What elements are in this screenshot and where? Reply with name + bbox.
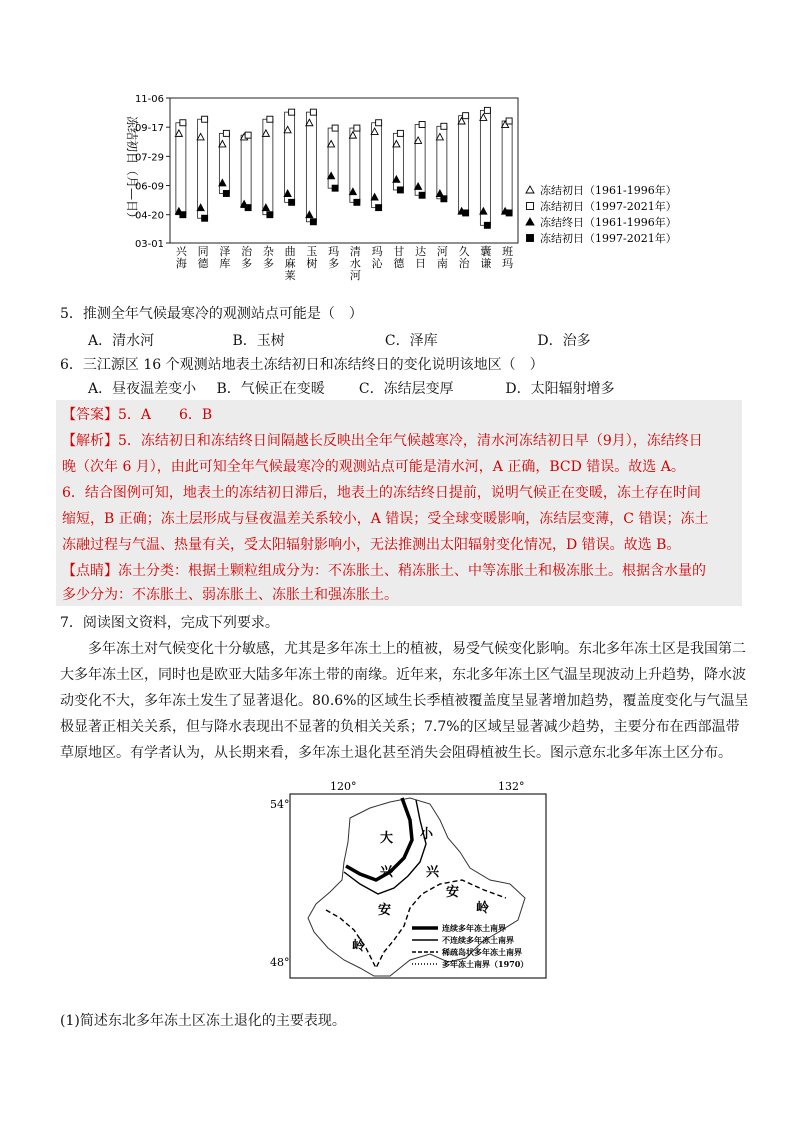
x-tick-label: 治多	[241, 245, 253, 270]
q6-option-b[interactable]: B．气候正在变暖	[216, 381, 325, 397]
tip-line-2: 多少分为：不冻胀土、弱冻胀土、冻胀土和强冻胀土。	[62, 587, 398, 603]
data-point	[506, 210, 512, 216]
x-tick-label: 玉树	[306, 245, 318, 270]
q5-stem: 5．推测全年气候最寒冷的观测站点可能是（ ）	[60, 306, 363, 322]
data-point	[219, 140, 226, 147]
freeze-date-chart	[110, 88, 710, 288]
legend-marker	[526, 186, 534, 193]
data-point	[397, 130, 403, 136]
x-tick-label: 甘德	[393, 245, 405, 270]
x-tick-label: 玛多	[328, 245, 340, 270]
data-point	[219, 179, 226, 186]
data-point	[441, 123, 447, 129]
data-point	[180, 120, 186, 126]
data-point	[376, 205, 382, 211]
legend-discontinuous: 不连续多年冻土南界	[442, 935, 514, 945]
label-xing: 兴	[380, 865, 394, 880]
continuous-boundary	[346, 798, 412, 880]
analysis-line-2: 晚（次年 6 月），由此可知全年气候最寒冷的观测站点可能是清水河，A 正确，BCD 错误。故选 A。	[62, 459, 685, 475]
analysis-line-4: 缩短，B 正确；冻土层形成与昼夜温差关系较小，A 错误；受全球变暖影响，冻结层变薄，C 错误；冻土	[62, 511, 709, 527]
data-point	[397, 187, 403, 193]
interval-bar	[502, 121, 512, 213]
legend-label: 冻结终日（1961-1996年）	[540, 216, 677, 229]
label-xiao: 小	[420, 827, 434, 842]
q5-option-d[interactable]: D．治多	[537, 333, 591, 349]
northeast-permafrost-map	[270, 780, 550, 980]
y-tick-label: 04-20	[134, 210, 164, 222]
x-tick-label: 泽库	[219, 245, 231, 270]
data-point	[371, 128, 378, 135]
data-point	[376, 120, 382, 126]
y-axis-label: 冻结初日（月—日）	[125, 115, 139, 225]
y-tick-label: 09-17	[134, 123, 164, 135]
data-point	[180, 212, 186, 218]
interval-bar	[285, 112, 295, 202]
legend-continuous: 连续多年冻土南界	[442, 923, 506, 933]
legend-label: 冻结初日（1997-2021年）	[540, 200, 677, 213]
interval-bar	[198, 119, 208, 218]
legend-marker	[527, 235, 534, 242]
x-tick-label: 清水河	[349, 245, 361, 282]
data-point	[480, 208, 487, 215]
data-point	[197, 204, 204, 211]
data-point	[441, 196, 447, 202]
data-point	[480, 114, 487, 121]
analysis-line-1: 【解析】5．冻结初日和冻结终日间隔越长反映出全年气候越寒冷，清水河冻结初日早（9月），冻结终日	[62, 433, 703, 449]
plot-frame	[170, 98, 518, 243]
data-point	[393, 176, 400, 183]
label-ling2: 岭	[476, 901, 490, 916]
x-tick-label: 曲麻莱	[284, 245, 296, 282]
interval-bar	[372, 123, 382, 208]
lon-120: 120°	[330, 780, 357, 793]
q7-sub1: (1)简述东北多年冻土区冻土退化的主要表现。	[60, 1013, 346, 1029]
interval-bar	[480, 110, 490, 225]
x-tick-label: 久治	[458, 245, 470, 270]
x-tick-label: 杂多	[262, 245, 274, 270]
data-point	[223, 130, 229, 136]
data-point	[332, 125, 338, 131]
legend-label: 冻结初日（1961-1996年）	[540, 184, 677, 197]
data-point	[349, 132, 356, 139]
data-point	[332, 185, 338, 191]
interval-bar	[241, 135, 251, 208]
x-tick-label: 河南	[436, 245, 448, 270]
y-tick-label: 03-01	[134, 239, 164, 250]
label-xing2: 兴	[426, 865, 440, 880]
q5-option-c[interactable]: C．泽库	[384, 333, 438, 349]
legend-label: 冻结初日（1997-2021年）	[540, 232, 677, 245]
label-an2: 安	[446, 885, 460, 900]
x-tick-label: 同德	[197, 245, 209, 270]
interval-bar	[459, 116, 469, 213]
legend-marker	[527, 203, 534, 210]
q5-options	[88, 330, 591, 352]
lat-54: 54°	[270, 798, 290, 811]
data-point	[484, 107, 490, 113]
data-point	[484, 222, 490, 228]
data-point	[415, 183, 422, 190]
data-point	[463, 210, 469, 216]
label-da: 大	[380, 831, 394, 846]
data-point	[415, 137, 422, 144]
lon-132: 132°	[498, 780, 525, 793]
y-tick-label: 11-06	[134, 94, 164, 105]
x-tick-label: 达日	[415, 245, 427, 270]
q6-stem: 6．三江源区 16 个观测站地表土冻结初日和冻结终日的变化说明该地区（ ）	[60, 357, 544, 373]
data-point	[202, 116, 208, 122]
data-point	[197, 133, 204, 140]
lat-48: 48°	[270, 956, 290, 969]
data-point	[262, 204, 269, 211]
data-point	[262, 130, 269, 137]
data-point	[202, 215, 208, 221]
data-point	[506, 118, 512, 124]
q7-stem: 7．阅读图文资料，完成下列要求。	[60, 615, 279, 631]
data-point	[463, 113, 469, 119]
q5-option-a[interactable]: A．清水河	[88, 333, 155, 349]
legend-1970: 多年冻土南界（1970）	[442, 959, 529, 969]
data-point	[289, 109, 295, 115]
x-tick-label: 玛沁	[371, 245, 383, 270]
q7-passage: 多年冻土对气候变化十分敏感，尤其是多年冻土上的植被，易受气候变化影响。东北多年冻土区是我国第二大多年冻土区，同时也是欧亚大陆多年冻土带的南缘。近年来，东北多年冻土区气温呈现波动上升趋势，降水波动变化不大，多年冻土发生了显著退化。80.6%的区域生长季植被覆盖度呈显著增加趋势，覆盖度变化与气温呈极显著正相关关系，但与降水表现出不显著的负相关关系；7.7%的区域呈显著减少趋势，主要分布在西部温带草原地区。有学者认为，从长期来看，多年冻土退化甚至消失会阻碍植被生长。图示意东北多年冻土区分布。	[60, 641, 749, 761]
legend-sparse: 稀疏岛状多年冻土南界	[442, 947, 522, 957]
data-point	[289, 199, 295, 205]
data-point	[284, 126, 291, 133]
data-point	[267, 212, 273, 218]
y-tick-label: 06-09	[134, 181, 164, 193]
tip-line-1: 【点睛】冻土分类：根据土颗粒组成分为：不冻胀土、稍冻胀土、中等冻胀土和极冻胀土。根据含水量的	[62, 563, 706, 579]
data-point	[393, 140, 400, 147]
data-point	[175, 130, 182, 137]
analysis-line-3: 6．结合图例可知，地表土的冻结初日滞后，地表土的冻结终日提前，说明气候正在变暖，冻土存在时间	[62, 485, 701, 501]
data-point	[354, 125, 360, 131]
label-an: 安	[378, 903, 392, 918]
data-point	[245, 205, 251, 211]
data-point	[354, 199, 360, 205]
data-point	[436, 133, 443, 140]
y-tick-label: 07-29	[134, 152, 164, 164]
x-tick-label: 兴海	[175, 245, 187, 270]
analysis-line-5: 冻融过程与气温、热量有关，受太阳辐射影响小，无法推测出太阳辐射变化情况，D 错误。故选 B。	[62, 537, 681, 553]
answer-key: 【答案】5．A 6．B	[62, 407, 213, 423]
x-tick-label: 囊谦	[480, 245, 492, 270]
data-point	[267, 116, 273, 122]
label-ling: 岭	[352, 939, 366, 954]
x-tick-label: 班玛	[502, 245, 514, 270]
map-legend	[412, 923, 528, 969]
data-point	[306, 211, 313, 218]
data-point	[284, 190, 291, 197]
data-point	[419, 122, 425, 128]
data-point	[223, 190, 229, 196]
q5-option-b[interactable]: B．玉树	[232, 333, 285, 349]
data-point	[306, 119, 313, 126]
data-point	[349, 188, 356, 195]
q6-option-a[interactable]: A．昼夜温差变小	[88, 381, 197, 397]
interval-bar	[306, 112, 316, 222]
interval-bar	[415, 125, 425, 196]
data-point	[371, 194, 378, 201]
data-point	[419, 192, 425, 198]
q6-option-d[interactable]: D．太阳辐射增多	[505, 381, 615, 397]
data-point	[245, 132, 251, 138]
data-point	[310, 219, 316, 225]
data-point	[328, 172, 335, 179]
data-point	[328, 140, 335, 147]
q6-option-c[interactable]: C．冻结层变厚	[358, 381, 454, 397]
legend-marker	[526, 218, 534, 225]
data-point	[310, 109, 316, 115]
q6-options	[88, 378, 615, 400]
